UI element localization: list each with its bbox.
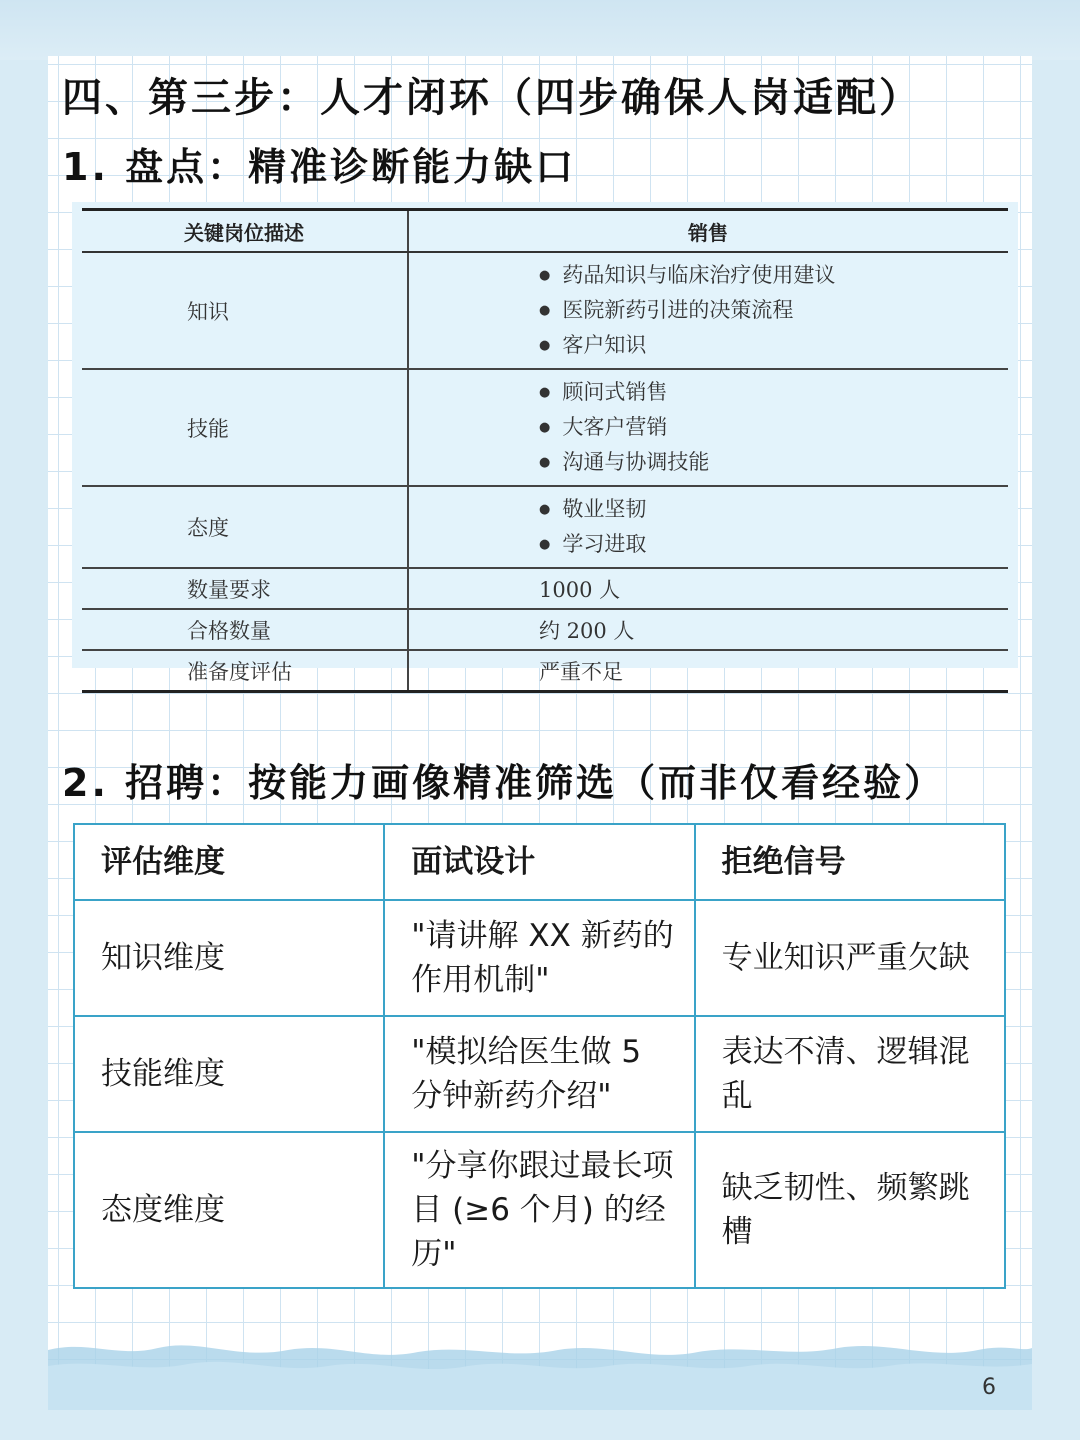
table-row: [82, 369, 1008, 486]
table-row: [82, 650, 1008, 692]
header-cell: 拒绝信号: [695, 824, 1005, 900]
page-heading: 四、第三步：人才闭环（四步确保人岗适配）: [62, 75, 922, 121]
inventory-table-image: [72, 202, 1018, 684]
design-cell: "请讲解 XX 新药的作用机制": [384, 900, 694, 1016]
list-item: ● 大客户营销: [539, 410, 1007, 445]
list-item: ● 敬业坚韧: [539, 492, 1007, 527]
dimension-cell: 态度维度: [74, 1132, 384, 1288]
background-top: [0, 0, 1080, 60]
signal-cell: 表达不清、逻辑混乱: [695, 1016, 1005, 1132]
inventory-table: [82, 208, 1008, 693]
table-header-row: [82, 210, 1008, 253]
dimension-cell: 知识维度: [74, 900, 384, 1016]
row-label: 数量要求: [82, 568, 408, 609]
header-cell: 评估维度: [74, 824, 384, 900]
table-row: [82, 568, 1008, 609]
wave-decoration: [48, 1340, 1032, 1410]
row-value: 1000 人: [408, 568, 1008, 609]
table-row: [82, 252, 1008, 369]
page-number: 6: [982, 1375, 996, 1400]
table-row: [74, 900, 1005, 1016]
row-label: 知识: [82, 252, 408, 369]
list-item: ● 药品知识与临床治疗使用建议: [539, 258, 1007, 293]
table-row: [82, 609, 1008, 650]
table-row: [82, 486, 1008, 568]
header-cell: 关键岗位描述: [82, 210, 408, 253]
row-label: 合格数量: [82, 609, 408, 650]
row-value: 严重不足: [408, 650, 1008, 692]
table-row: [74, 1132, 1005, 1288]
list-item: ● 学习进取: [539, 527, 1007, 562]
row-label: 准备度评估: [82, 650, 408, 692]
header-cell: 销售: [408, 210, 1008, 253]
section1-title: 1. 盘点：精准诊断能力缺口: [62, 145, 577, 189]
design-cell: "模拟给医生做 5 分钟新药介绍": [384, 1016, 694, 1132]
recruitment-table: [73, 823, 1006, 1289]
section2-title: 2. 招聘：按能力画像精准筛选（而非仅看经验）: [62, 761, 946, 805]
table-row: [74, 1016, 1005, 1132]
design-cell: "分享你跟过最长项目 (≥6 个月) 的经历": [384, 1132, 694, 1288]
row-label: 技能: [82, 369, 408, 486]
dimension-cell: 技能维度: [74, 1016, 384, 1132]
list-item: ● 医院新药引进的决策流程: [539, 293, 1007, 328]
signal-cell: 专业知识严重欠缺: [695, 900, 1005, 1016]
list-item: ● 沟通与协调技能: [539, 445, 1007, 480]
row-value: 约 200 人: [408, 609, 1008, 650]
header-cell: 面试设计: [384, 824, 694, 900]
table-header-row: [74, 824, 1005, 900]
signal-cell: 缺乏韧性、频繁跳槽: [695, 1132, 1005, 1288]
list-item: ● 客户知识: [539, 328, 1007, 363]
row-label: 态度: [82, 486, 408, 568]
list-item: ● 顾问式销售: [539, 375, 1007, 410]
